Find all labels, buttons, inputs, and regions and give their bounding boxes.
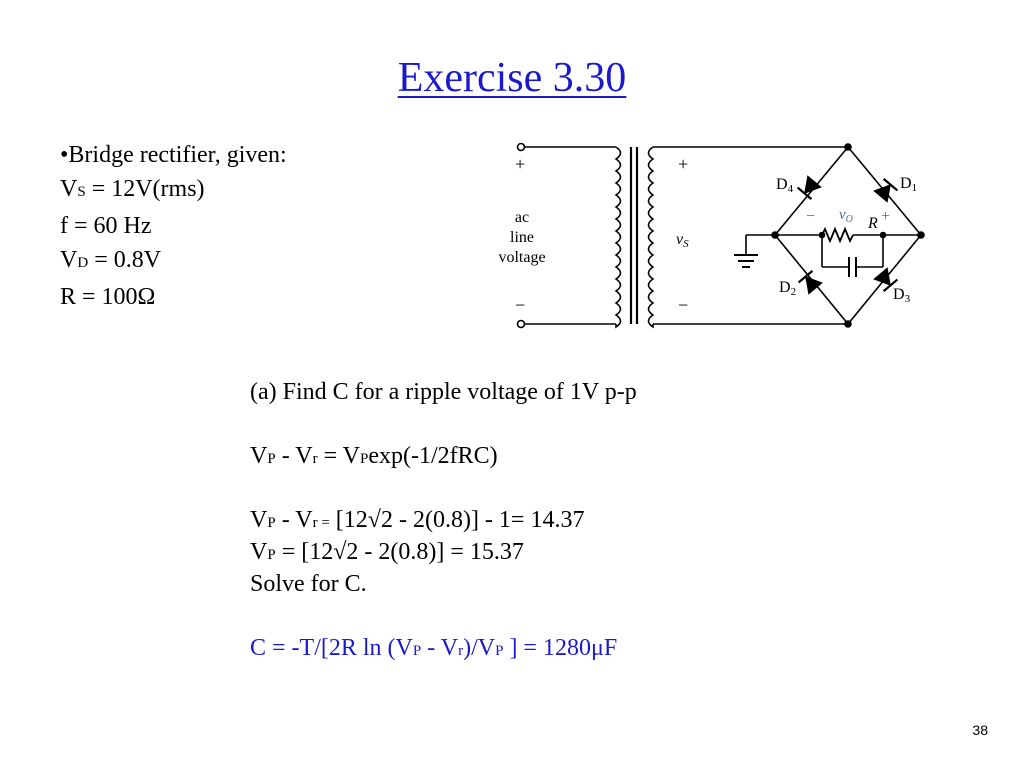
secondary-minus: − (678, 295, 689, 315)
input-terminal-bottom (518, 321, 525, 328)
solve-instruction: Solve for C. (250, 571, 367, 597)
solution-block (250, 376, 637, 664)
vp-equation: VP = [12√2 - 2(0.8)] = 15.37 (250, 539, 524, 565)
vo-minus: − (806, 208, 816, 225)
d3-label: D3 (893, 286, 911, 305)
given-vd: VD = 0.8V (60, 247, 162, 273)
d4-label: D4 (776, 176, 794, 195)
vp-minus-vr-equation: VP - Vr = [12√2 - 2(0.8)] - 1= 14.37 (250, 507, 585, 533)
input-terminal-top (518, 144, 525, 151)
filter-capacitor (822, 235, 883, 277)
given-header: •Bridge rectifier, given: (60, 142, 287, 168)
vo-label: $v_O$ (839, 207, 853, 225)
ground-symbol (734, 235, 775, 267)
transformer (616, 147, 653, 327)
r-label: R (868, 215, 878, 232)
d2-label: D2 (779, 279, 797, 298)
vo-plus: + (881, 208, 891, 225)
given-vs: VS = 12V(rms) (60, 176, 205, 202)
diode-d4 (798, 176, 821, 199)
ac-label-line1: ac (514, 209, 530, 226)
load-resistor (822, 229, 853, 241)
capacitance-result: C = -T/[2R ln (VP - Vr)/VP ] = 1280μF (250, 635, 618, 661)
ac-label-line3: voltage (498, 249, 546, 266)
secondary-plus: + (678, 154, 689, 174)
slide-number: 38 (972, 722, 988, 738)
given-frequency: f = 60 Hz (60, 213, 152, 239)
d1-label: D1 (900, 175, 918, 194)
part-a-question: (a) Find C for a ripple voltage of 1V p-p (250, 379, 637, 405)
slide-title: Exercise 3.30 (397, 55, 627, 101)
bridge-rectifier-circuit (480, 128, 950, 343)
given-values (60, 138, 287, 314)
diode-d2 (799, 271, 822, 294)
vs-label: vS (676, 231, 689, 250)
input-plus: + (515, 154, 526, 174)
ac-label-line2: line (510, 229, 534, 246)
given-resistance: R = 100Ω (60, 284, 156, 310)
ripple-equation: VP - Vr = VPexp(-1/2fRC) (250, 443, 498, 469)
input-minus: − (515, 295, 526, 315)
